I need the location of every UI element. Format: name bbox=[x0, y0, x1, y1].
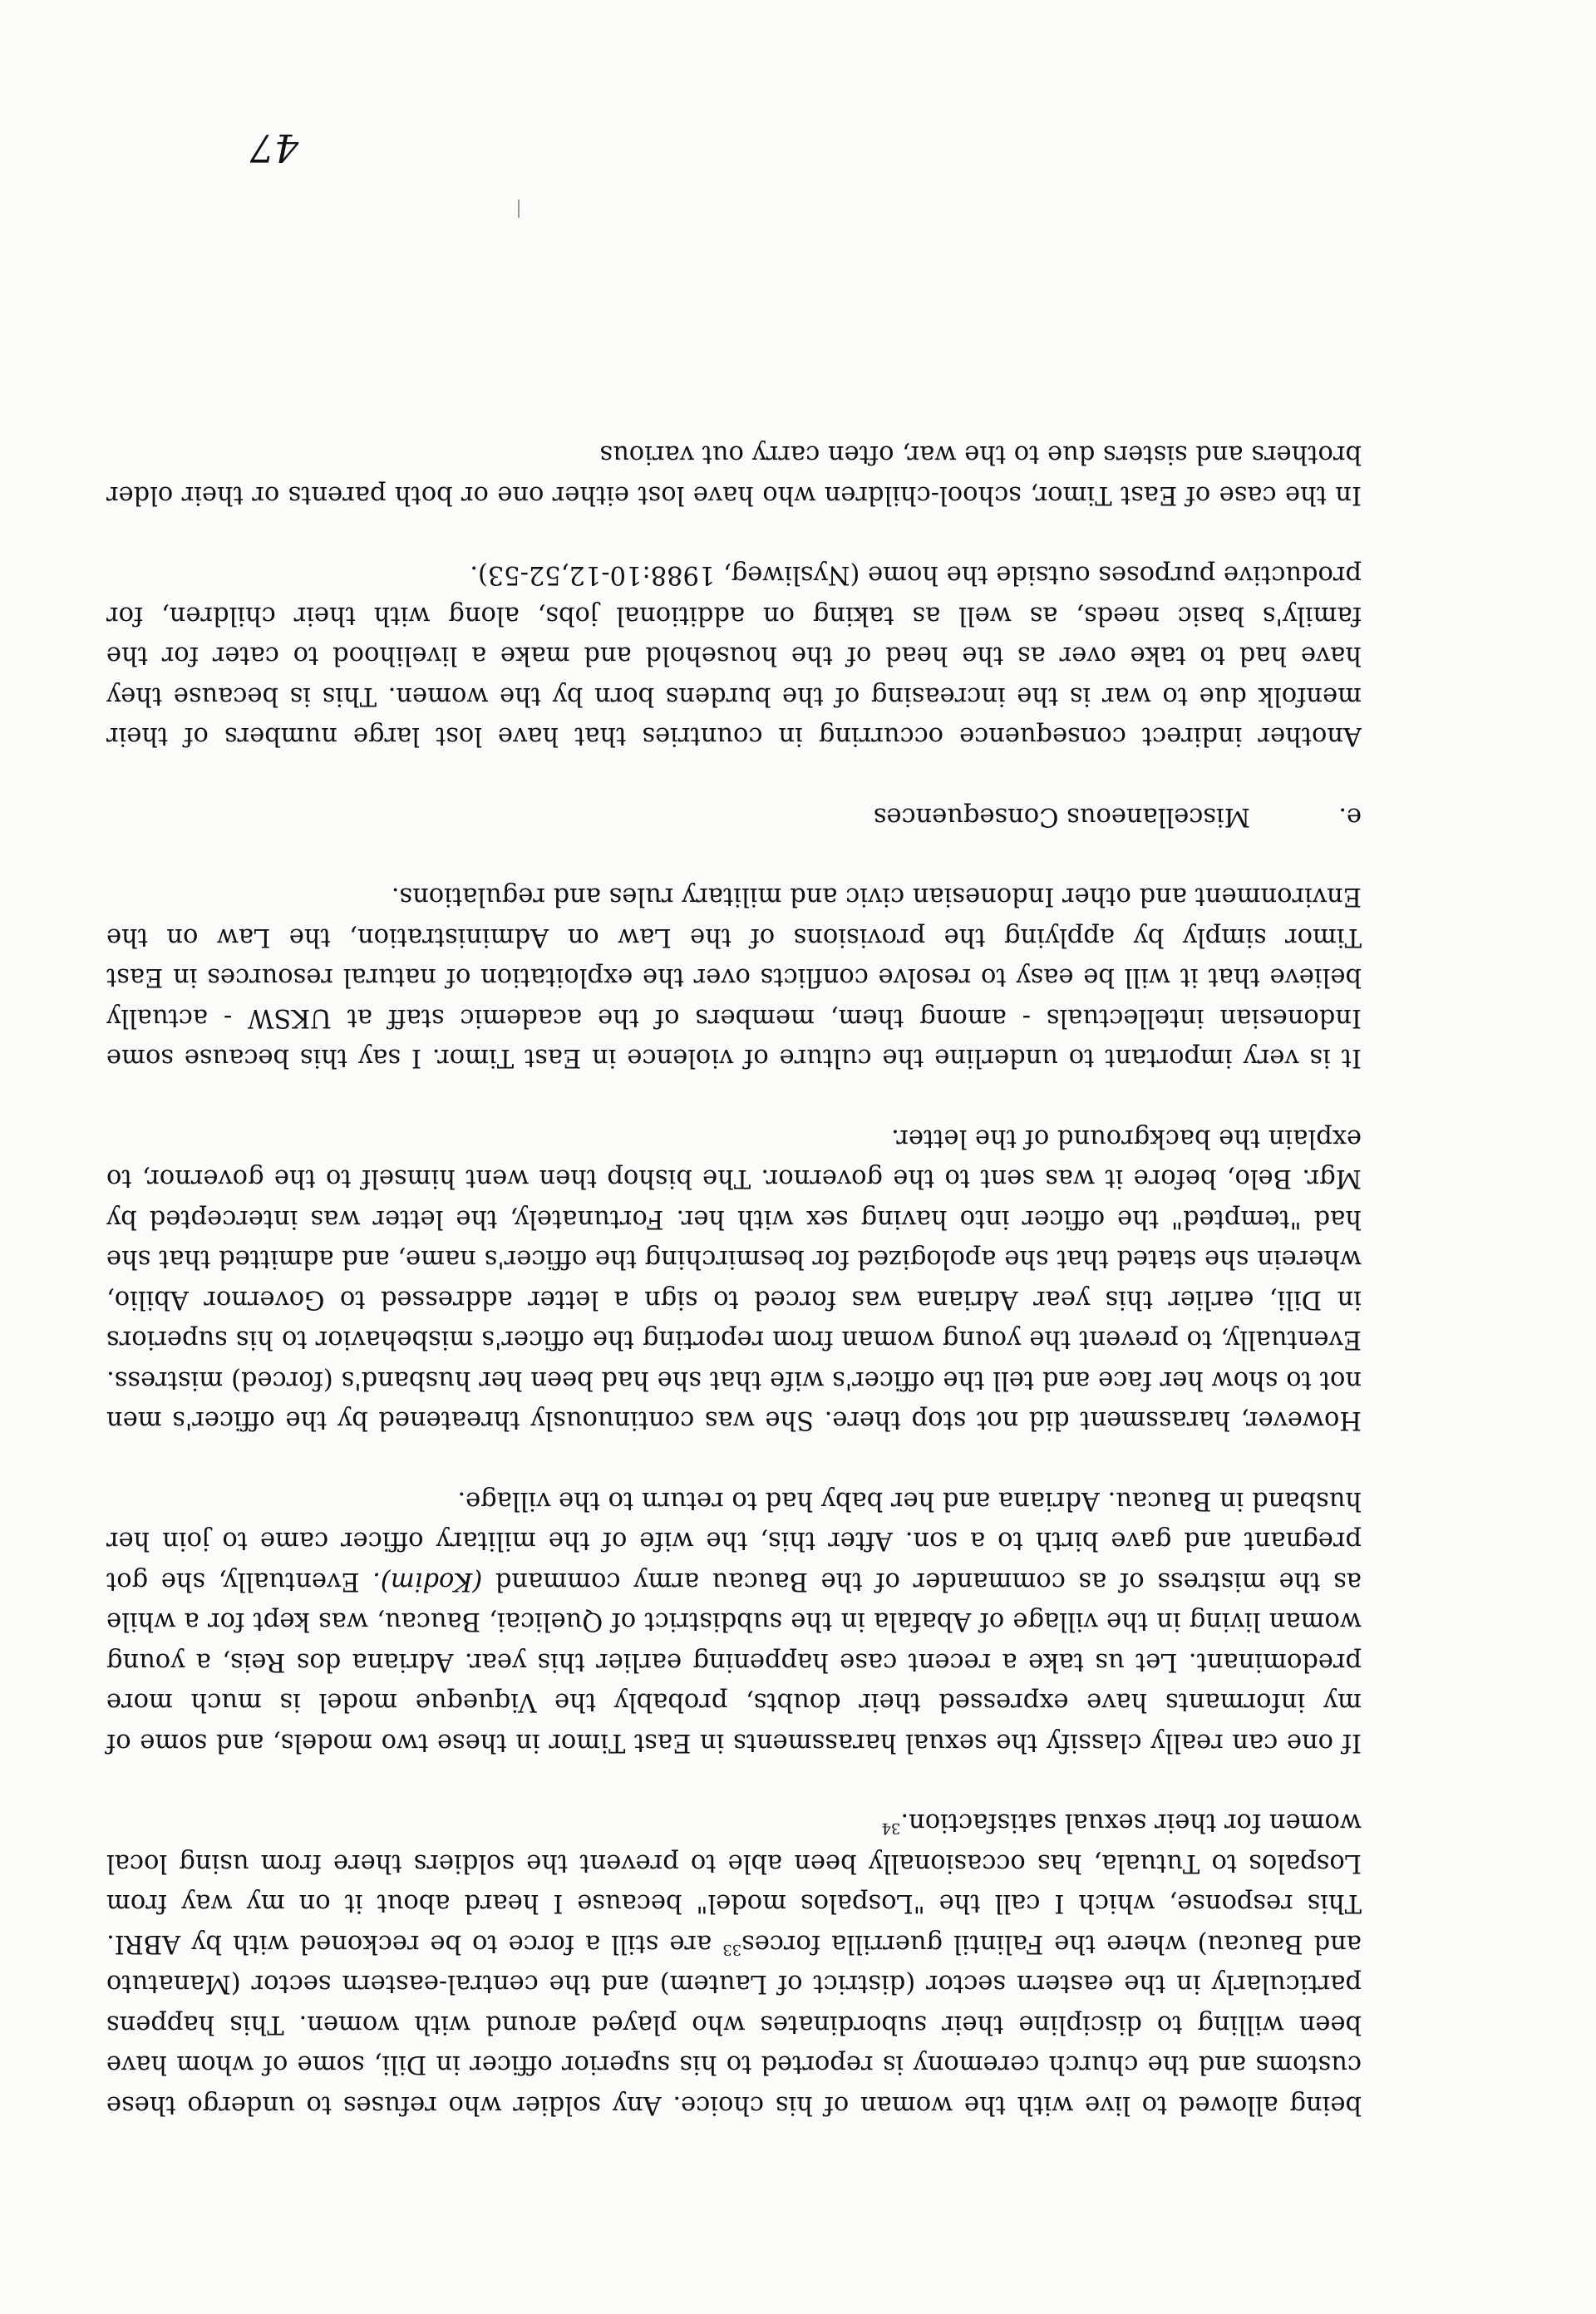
paragraph bbox=[106, 554, 1362, 756]
paragraph bbox=[106, 1118, 1362, 1440]
section-letter: e. bbox=[1338, 802, 1362, 831]
footnote-ref: 34 bbox=[881, 1819, 901, 1838]
page-number: 47 bbox=[249, 126, 299, 170]
text-run: If one can really classify the sexual harassments in East Timor in these two models, and some of my informants have expressed their doubts, probably the Viqueque model is much more predominant. Let us take a recent case happening earlier this year. Adriana dos Reis, a young woman living in the village of Abafala in the subdistrict of Quelicai, Baucau, was kept for a while as the mistress of as commander of the Baucau army command bbox=[106, 1567, 1362, 1757]
text-run: being allowed to live with the woman of his choice. Any soldier who refuses to undergo these customs and the church ceremony is reported to his superior officer in Dili, some of whom have been willing to discipline their subordinates who played around with women. This happens particularly in the eastern sector (district of Lautem) and the central-eastern sector (Manatuto and Baucau) where the Falintil guerrilla forces bbox=[106, 1929, 1362, 2120]
section-heading bbox=[106, 796, 1362, 837]
text-run: It is very important to underline the culture of violence in East Timor. I say this because some Indonesian intellectuals - among them, members of the academic staff at UKSW - actually believe that it will be easy to resolve conflicts over the exploitation of natural resources in East Timor simply by applying the provisions of the Law on Administration, the Law on the Environment and other Indonesian civic and military rules and regulations. bbox=[106, 882, 1362, 1073]
italic-text: (Kodim). bbox=[372, 1567, 483, 1596]
paragraph bbox=[106, 876, 1362, 1078]
section-title: Miscellaneous Consequences bbox=[873, 802, 1250, 831]
text-run: Eventually, she got pregnant and gave birth to a son. After this, the wife of the military officer came to join her husband in Baucau. Adriana and her baby had to return to the village. bbox=[106, 1486, 1362, 1596]
paragraph bbox=[106, 1802, 1362, 2124]
paragraph bbox=[106, 434, 1362, 514]
text-run: In the case of East Timor, school-children who have lost either one or both parents or their older brothers and sisters due to the war, often carry out various bbox=[106, 440, 1362, 510]
text-run: Another indirect consequence occurring in countries that have lost large numbers of their menfolk due to war is the increasing of the burdens born by the women. This is because they have had to take over as the head of the household and make a livelihood to cater for the family's basic needs, as well as taking on additional jobs, along with their children, for productive purposes outside the home (Nysliweg, 1988:10-12,52-53). bbox=[106, 560, 1362, 751]
margin-mark bbox=[518, 199, 520, 218]
footnote-ref: 33 bbox=[722, 1941, 742, 1959]
paragraph bbox=[106, 1480, 1362, 1763]
text-run: are still a force to be reckoned with by ABRI. This response, which I call the "Lospalos model" because I heard about it on my way from Lospalos to Tutuala, has occasionally been able to prevent the soldiers there from using local women for their sexual satisfaction. bbox=[106, 1808, 1362, 1958]
body-text bbox=[106, 394, 1362, 2124]
text-run: However, harassment did not stop there. She was continuously threatened by the officer's men not to show her face and tell the officer's wife that she had been her husband's (forced) mistress. Eventually, to prevent the young woman from reporting the officer's misbehavior to his superiors in Dili, earlier this year Adriana was forced to sign a letter addressed to Governor Abilio, wherein she stated that she apologized for besmirching the officer's name, and admitted that she had "tempted" the officer into having sex with her. Fortunately, the letter was intercepted by Mgr. Belo, before it was sent to the governor. The bishop then went himself to the governor, to explain the background of the letter. bbox=[106, 1124, 1362, 1435]
